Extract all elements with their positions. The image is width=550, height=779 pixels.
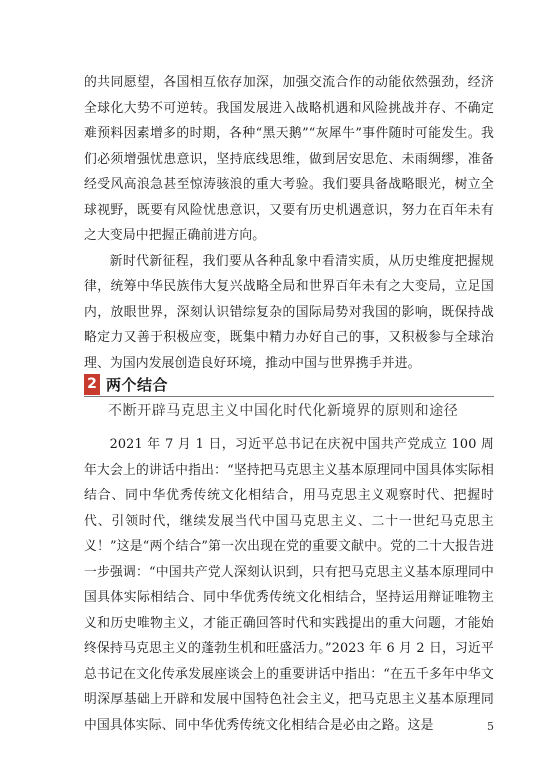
section-header bbox=[84, 371, 494, 397]
body-text-top bbox=[84, 70, 494, 376]
section-title: 两个结合 bbox=[106, 375, 169, 394]
section-divider bbox=[84, 396, 494, 397]
section-subtitle: 不断开辟马克思主义中国化时代化新境界的原则和途径 bbox=[108, 403, 459, 419]
paragraph: 2021 年 7 月 1 日，习近平总书记在庆祝中国共产党成立 100 周年大会上的讲话中指出：“坚持把马克思主义基本原理同中国具体实际相结合、同中华优秀传统文化相结合，用马克思主义观察时代、把握时代、引领时代，继续发展当代中国马克思主义、二十一世纪马克思主义！”这是“两个结合”第一次出现在党的重要文献中。党的二十大报告进一步强调：“中国共产党人深刻认识到，只有把马克思主义基本原理同中国具体实际相结合、同中华优秀传统文化相结合，坚持运用辩证唯物主义和历史唯物主义，才能正确回答时代和实践提出的重大问题，才能始终保持马克思主义的蓬勃生机和旺盛活力。”2023 年 6 月 2 日，习近平总书记在文化传承发展座谈会上的重要讲话中指出：“在五千多年中华文明深厚基础上开辟和发展中国特色社会主义，把马克思主义基本原理同中国具体实际、同中华优秀传统文化相结合是必由之路。这是 bbox=[84, 437, 494, 733]
page-number: 5 bbox=[487, 720, 494, 733]
paragraph: 新时代新征程，我们要从各种乱象中看清实质，从历史维度把握规律，统筹中华民族伟大复兴战略全局和世界百年未有之大变局，立足国内，放眼世界，深刻认识错综复杂的国际局势对我国的影响，既保持战略定力又善于积极应变，既集中精力办好自己的事，又积极参与全球治理、为国内发展创造良好环境，推动中国与世界携手并进。 bbox=[84, 253, 494, 371]
paragraph: 的共同愿望，各国相互依存加深，加强交流合作的动能依然强劲，经济全球化大势不可逆转。我国发展进入战略机遇和风险挑战并存、不确定难预料因素增多的时期，各种“黑天鹅”“灰犀牛”事件随时可能发生。我们必须增强忧患意识，坚持底线思维，做到居安思危、未雨绸缪，准备经受风高浪急甚至惊涛骇浪的重大考验。我们要具备战略眼光，树立全球视野，既要有风险忧患意识，又要有历史机遇意识，努力在百年未有之大变局中把握正确前进方向。 bbox=[84, 75, 494, 243]
section-number-badge: 2 bbox=[84, 374, 100, 395]
body-text-bottom bbox=[84, 432, 494, 738]
